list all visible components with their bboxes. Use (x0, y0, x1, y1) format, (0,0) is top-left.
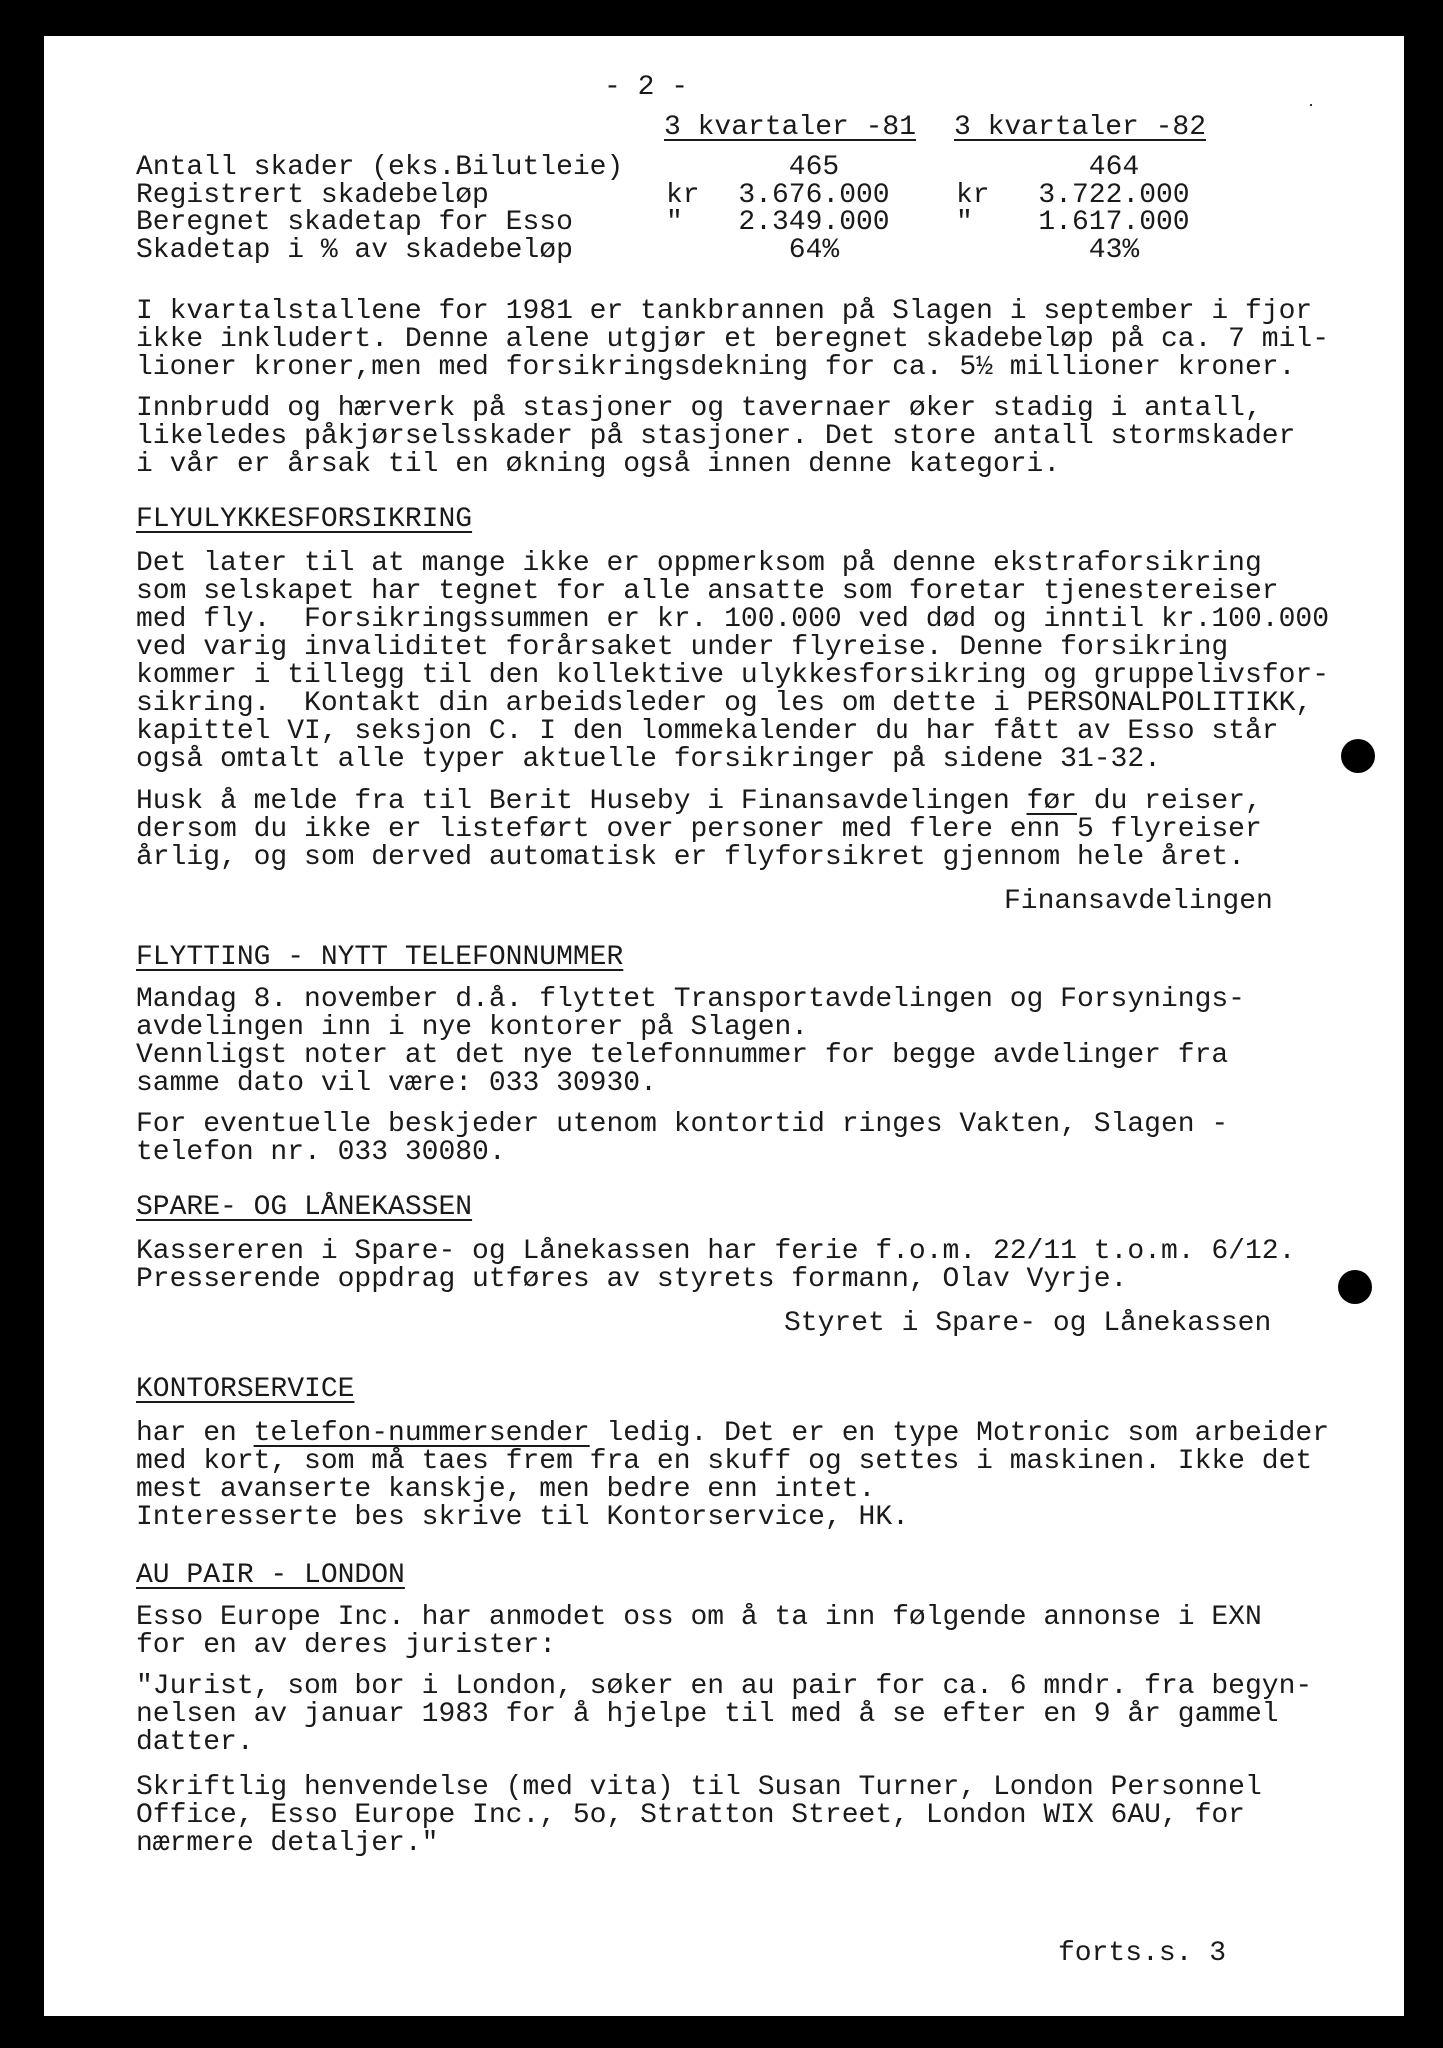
stats-value-81: 3.676.000 (738, 180, 890, 211)
flytting-paragraph-2: For eventuelle beskjeder utenom kontortid ringes Vakten, Slagen - telefon nr. 033 30080. (136, 1109, 1229, 1168)
continued-on-page: forts.s. 3 (1058, 1938, 1227, 1969)
stats-row-label: Beregnet skadetap for Esso (136, 207, 573, 238)
page-number: - 2 - (604, 72, 689, 103)
flyulykke-paragraph-2: Husk å melde fra til Berit Huseby i Finansavdelingen før du reiser, dersom du ikke er listeført over personer med flere enn 5 flyreiser årlig, og som derved automatisk er flyforsikret gjennom hele året. (136, 786, 1262, 873)
aupair-paragraph-3: Skriftlig henvendelse (med vita) til Susan Turner, London Personnel Office, Esso Europe Inc., 5o, Stratton Street, London WIX 6AU, for nærmere detaljer." (136, 1772, 1262, 1859)
flyulykke-signature: Finansavdelingen (1004, 886, 1273, 917)
stats-row-prefix-82: " (956, 207, 973, 238)
section-heading-spare: SPARE- OG LÅNEKASSEN (136, 1192, 473, 1223)
aupair-paragraph-2: "Jurist, som bor i London, søker en au pair for ca. 6 mndr. fra begyn- nelsen av januar 1983 for å hjelpe til med å se efter en 9 år gammel datter. (136, 1671, 1313, 1758)
kontorservice-paragraph: har en telefon-nummersender ledig. Det er en type Motronic som arbeider med kort, som må taes frem fra en skuff og settes i maskinen. Ikke det mest avanserte kanskje, men bedre enn intet. Interesserte bes skrive til Kontorservice, HK. (136, 1418, 1330, 1533)
intro-paragraph-1: I kvartalstallene for 1981 er tankbrannen på Slagen i september i fjor ikke inkludert. Denne alene utgjør et beregnet skadebeløp på ca. 7 mil- lioner kroner,men med forsikringsdekning for ca. 5½ millioner kroner. (136, 296, 1329, 383)
stats-row-prefix-81: " (666, 207, 683, 238)
emphasis-telefon-nummersender: telefon-nummersender (253, 1418, 590, 1449)
margin-mark (1310, 104, 1312, 106)
stats-value-82: 464 (1088, 152, 1140, 183)
stats-row-label: Skadetap i % av skadebeløp (136, 235, 573, 266)
stats-row-prefix-82: kr (956, 180, 990, 211)
stats-value-82: 3.722.000 (1038, 180, 1190, 211)
col1-header: 3 kvartaler -81 (664, 112, 917, 143)
aupair-paragraph-1: Esso Europe Inc. har anmodet oss om å ta inn følgende annonse i EXN for en av deres jurister: (136, 1602, 1262, 1661)
punch-hole (1341, 739, 1375, 773)
stats-row-label: Registrert skadebeløp (136, 180, 489, 211)
section-heading-flyulykke: FLYULYKKESFORSIKRING (136, 504, 473, 535)
spare-signature: Styret i Spare- og Lånekassen (784, 1308, 1272, 1339)
intro-paragraph-2: Innbrudd og hærverk på stasjoner og tavernaer øker stadig i antall, likeledes påkjørselsskader på stasjoner. Det store antall stormskader i vår er årsak til en økning også innen denne kategori. (136, 393, 1296, 480)
section-heading-kontorservice: KONTORSERVICE (136, 1374, 355, 1405)
emphasis-for: før (1026, 786, 1077, 817)
stats-row-label: Antall skader (eks.Bilutleie) (136, 152, 624, 183)
stats-value-82: 1.617.000 (1038, 207, 1190, 238)
document-page (44, 36, 1404, 2016)
stats-value-81: 465 (788, 152, 840, 183)
stats-value-82: 43% (1088, 235, 1140, 266)
flyulykke-paragraph-1: Det later til at mange ikke er oppmerksom på denne ekstraforsikring som selskapet har tegnet for alle ansatte som foretar tjenestereiser med fly. Forsikringssummen er kr. 100.000 ved død og inntil kr.100.000 ved varig invaliditet forårsaket under flyreise. Denne forsikring kommer i tillegg til den kollektive ulykkesforsikring og gruppelivsfor- sikring. Kontakt din arbeidsleder og les om dette i PERSONALPOLITIKK, kapittel VI, seksjon C. I den lommekalender du har fått av Esso står også omtalt alle typer aktuelle forsikringer på sidene 31-32. (136, 548, 1329, 775)
section-heading-flytting: FLYTTING - NYTT TELEFONNUMMER (136, 942, 624, 973)
flytting-paragraph-1: Mandag 8. november d.å. flyttet Transportavdelingen og Forsynings- avdelingen inn i nye kontorer på Slagen. Vennligst noter at det nye telefonnummer for begge avdelinger fra samme dato vil være: 033 30930. (136, 984, 1245, 1099)
section-heading-aupair: AU PAIR - LONDON (136, 1560, 405, 1591)
stats-value-81: 64% (788, 235, 840, 266)
spare-paragraph: Kassereren i Spare- og Lånekassen har ferie f.o.m. 22/11 t.o.m. 6/12. Presserende oppdrag utføres av styrets formann, Olav Vyrje. (136, 1236, 1296, 1295)
stats-value-81: 2.349.000 (738, 207, 890, 238)
col2-header: 3 kvartaler -82 (954, 112, 1207, 143)
punch-hole (1338, 1270, 1372, 1304)
stats-row-prefix-81: kr (666, 180, 700, 211)
